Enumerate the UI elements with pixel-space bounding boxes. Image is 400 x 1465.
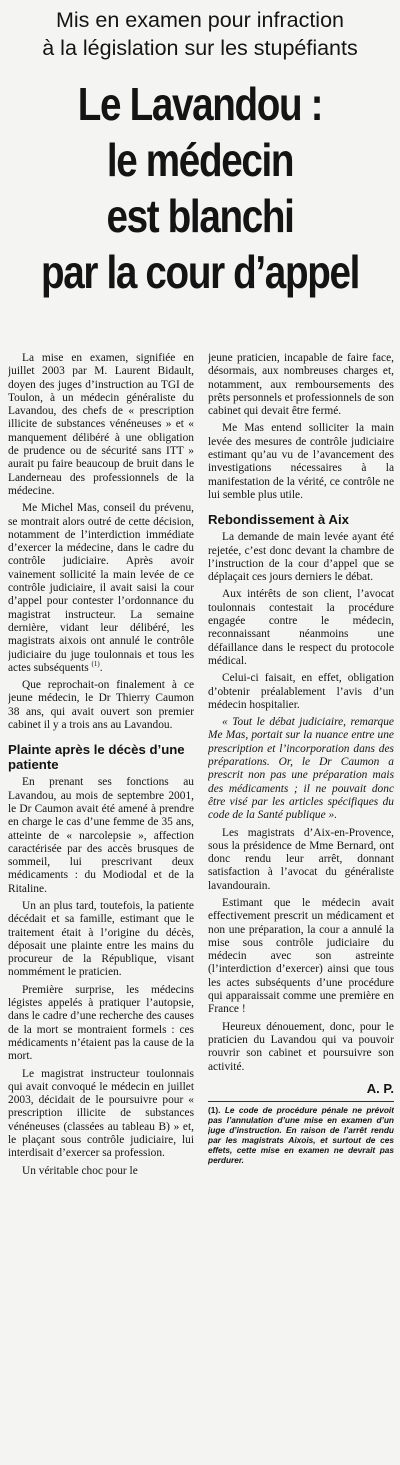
paragraph: Les magistrats d’Aix-en-Provence, sous la présidence de Mme Bernard, ont donc rendu leur arrêt, donnant satisfaction à l’avocat du généraliste lavandourain. — [208, 826, 394, 892]
footnote-ref: (1) — [91, 660, 100, 669]
paragraph: La mise en examen, signifiée en juillet 2003 par M. Laurent Bidault, doyen des juges d’instruction au TGI de Toulon, à un médecin généraliste du Lavandou, des chefs de « prescription illicite de substances vénéneuses » et « manquement délibéré à une obligation de prudence ou de sécurité sans ITT » aurait pu faire beaucoup de bruit dans le Landerneau des professionnels de la médecine. — [8, 352, 194, 497]
footnote-text: Le code de procédure pénale ne prévoit pas l’annulation d’une mise en examen d’un juge d’instruction. En raison de l’arrêt rendu par les magistrats Aixois, et surtout de ces effets, cette mise en examen ne devrait pas perdurer. — [208, 1105, 394, 1166]
kicker — [0, 6, 400, 62]
subheading: Plainte après le décès d’une patiente — [8, 742, 185, 773]
kicker-line: Mis en examen pour infraction — [55, 8, 344, 32]
paragraph: Me Mas entend solliciter la main levée des mesures de contrôle judiciaire estimant qu’au vu de l’avancement des investigations nécessaires à la manifestation de la vérité, ce contrôle ne lui semble plus utile. — [208, 422, 394, 501]
headline-line: est blanchi — [106, 190, 294, 242]
footnote-number: (1). — [208, 1105, 221, 1116]
paragraph: Heureux dénouement, donc, pour le praticien du Lavandou qui va pouvoir rouvrir son cabinet et poursuivre son activité. — [208, 1020, 394, 1073]
paragraph-end: . — [99, 661, 103, 674]
headline-line: Le Lavandou : — [77, 78, 323, 130]
paragraph — [8, 502, 194, 675]
paragraph-text: Me Michel Mas, conseil du prévenu, se montrait alors outré de cette décision, notamment de l’interdiction immédiate d’exercer la médecine, dans le cadre du contrôle judiciaire. Après avoir vainement sollicité la main levée de ce contrôle judiciaire, il avait saisi la cour d’appel pour contester l’ordonnance du magistrat instructeur. La semaine dernière, vidant leur délibéré, les magistrats aixois ont annulé le contrôle judiciaire du juge toulonnais et tous les actes subséquents — [8, 502, 194, 674]
headline — [32, 76, 368, 300]
paragraph: Le magistrat instructeur toulonnais qui avait convoqué le médecin en juillet 2003, décidait de le poursuivre pour « prescription illicite de substances vénéneuses (classées au tableau B) » et, le plaçant sous contrôle judiciaire, lui interdisait d’exercer sa profession. — [8, 1067, 194, 1160]
paragraph: Un véritable choc pour le — [22, 1164, 138, 1177]
paragraph: Que reprochait-on finalement à ce jeune médecin, le Dr Thierry Caumon 38 ans, qui avait ouvert son premier cabinet il y a trois ans au Lavandou. — [8, 679, 194, 732]
left-column — [8, 352, 194, 1457]
article-body — [8, 352, 394, 1457]
paragraph: En prenant ses fonctions au Lavandou, au mois de septembre 2001, le Dr Caumon avait été amené à prendre en charge le cas d’une femme de 35 ans, atteinte de « narcolepsie », affection caractérisée par des accès brusques de sommeil, lui prescrivant deux médicaments : du Modiodal et de la Ritaline. — [8, 776, 194, 895]
paragraph: Estimant que le médecin avait effectivement prescrit un médicament et non une préparation, la cour a annulé la mise sous contrôle judiciaire du médecin avec son astreinte (l’interdiction d’exercer) ainsi que tous les actes subséquents d’une procédure qui apparaissait comme une première en France ! — [208, 896, 394, 1016]
quote-paragraph: « Tout le débat judiciaire, remarque Me Mas, portait sur la nuance entre une prescription et l’incorporation dans des préparations. Or, le Dr Caumon a prescrit non pas une préparation mais des médicaments ; il ne pouvait donc être visé par les articles spécifiques du code de la Santé publique ». — [208, 716, 394, 822]
footnote — [208, 1101, 394, 1165]
headline-line: le médecin — [106, 134, 294, 186]
paragraph: jeune praticien, incapable de faire face, désormais, aux nombreuses charges et, notamment, aux remboursements des prêts personnels et professionnels de son cabinet qui devait être fermé. — [208, 352, 394, 418]
paragraph: Première surprise, les médecins légistes appelés à pratiquer l’autopsie, dans le cadre d’une recherche des causes de la mort se montraient formels : ces médicaments n’étaient pas la cause de la mort. — [8, 983, 194, 1063]
paragraph: Aux intérêts de son client, l’avocat toulonnais contestait la procédure engagée contre le médecin, reconnaissant néanmoins une défaillance dans le respect du protocole médical. — [208, 588, 394, 667]
subheading: Rebondissement à Aix — [208, 512, 349, 528]
paragraph: La demande de main levée ayant été rejetée, c’est donc devant la chambre de l’instruction de la cour d’appel que se déplaçait ces jours derniers le débat. — [208, 531, 394, 584]
paragraph: Un an plus tard, toutefois, la patiente décédait et sa famille, estimant que le traitement était à l’origine du décès, déposait une plainte entre les mains du procureur de la République, visant nommément le praticien. — [8, 899, 194, 979]
author-signature: A. P. — [366, 1080, 394, 1096]
right-column — [208, 352, 394, 1457]
paragraph: Celui-ci faisait, en effet, obligation d’obtenir préalablement l’avis d’un médecin hospitalier. — [208, 672, 394, 711]
kicker-line: à la législation sur les stupéfiants — [42, 36, 358, 60]
headline-line: par la cour d’appel — [40, 246, 360, 298]
